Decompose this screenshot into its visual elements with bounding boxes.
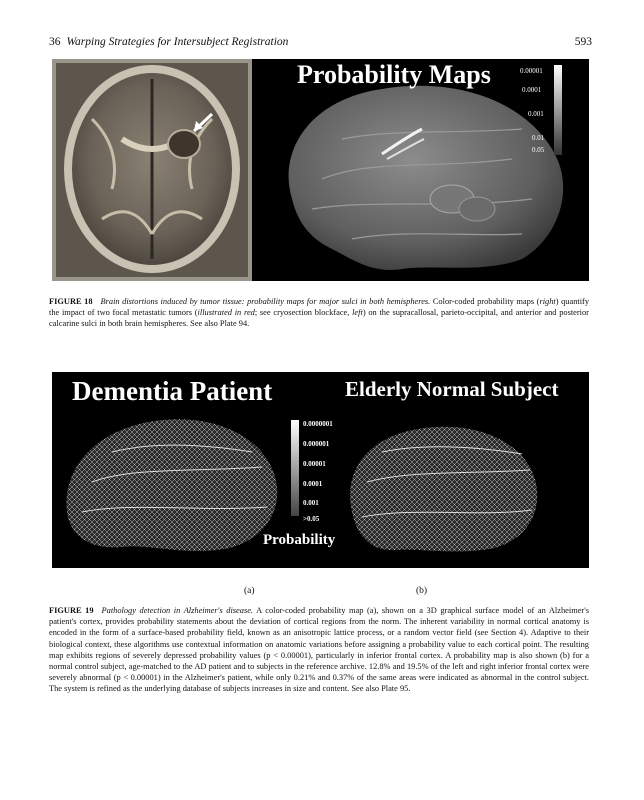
- caption-label: FIGURE 18: [49, 297, 93, 306]
- caption-text: ; see cryosection blockface,: [254, 308, 353, 318]
- scale-label: 0.000001: [303, 440, 330, 448]
- figure-18-overlay-title: Probability Maps: [297, 60, 491, 89]
- figure-19-graphic: [52, 372, 589, 568]
- chapter-header: [49, 36, 288, 48]
- scale-label: 0.05: [532, 146, 545, 154]
- figure-19-caption: [49, 605, 589, 695]
- caption-text: Color-coded probability maps (: [430, 297, 540, 306]
- caption-emphasis: left: [352, 308, 363, 318]
- figure-18-caption: [49, 296, 589, 330]
- figure-18-image: [52, 59, 589, 281]
- sublabel-b: (b): [416, 586, 428, 596]
- caption-text: ) quantify the impact of two focal metastatic tumors (: [49, 297, 590, 318]
- normal-brain-mesh: [350, 427, 537, 552]
- scale-title: Probability: [263, 532, 336, 548]
- caption-emphasis: right: [539, 297, 556, 306]
- caption-label: FIGURE 19: [49, 606, 94, 615]
- probability-brain-render: [289, 86, 564, 270]
- caption-text: A color-coded probability map (a), shown on a 3D graphical surface model of an Alzheimer's patient's cortex, provides probability statements about the deviation of cortical regions from the norm. The inherent variability in normal cortical anatomy is encoded in the form of a surface-based probability field, known as an anisotropic lattice process, or a random vector field (see Section 4). Adaptive to their biological context, these algorithms use contextual information on anatomic variations before assigning a probability value to each cortical point. The resulting map exhibits regions of severely depressed probability values (p < 0.00001), particularly in inferior frontal cortex. A probability map is also shown (b) for a normal control subject, age-matched to the AD patient and to subjects in the reference archive. 12.8% and 19.5% of the left and right inferior frontal cortex were severely abnormal (p < 0.00001) in the Alzheimer's patient, while only 0.21% and 0.37% of the same areas were indicated as abnormal in the control subject. The system is refined as the underlying database of subjects increases in size and content. See also Plate 95.: [49, 606, 589, 694]
- dementia-brain-mesh: [67, 419, 278, 551]
- figure-19-scale-bar: [291, 420, 333, 523]
- chapter-title: Warping Strategies for Intersubject Registration: [66, 36, 289, 48]
- scale-label: 0.01: [532, 134, 545, 142]
- normal-panel-title: Elderly Normal Subject: [345, 377, 559, 401]
- caption-emphasis: illustrated in red: [197, 308, 255, 318]
- caption-title: Pathology detection in Alzheimer's disease.: [101, 606, 254, 615]
- scale-label: 0.00001: [520, 67, 543, 75]
- scale-label: 0.0001: [522, 86, 542, 94]
- scale-label: 0.0000001: [303, 420, 333, 428]
- page-number: 593: [574, 36, 592, 48]
- cryosection-blockface: [52, 59, 252, 281]
- scale-label: >0.05: [303, 515, 320, 523]
- chapter-number: 36: [49, 36, 61, 48]
- caption-text: ) on the supracallosal, parieto-occipital, and anterior and posterior calcarine sulci in both brain hemispheres. See also Plate 94.: [49, 308, 589, 329]
- scale-label: 0.001: [528, 110, 544, 118]
- scale-label: 0.0001: [303, 480, 323, 488]
- caption-title: Brain distortions induced by tumor tissue: probability maps for major sulci in both hemispheres.: [100, 297, 431, 306]
- figure-18-graphic: [52, 59, 589, 281]
- running-header: [49, 36, 592, 50]
- scale-label: 0.00001: [303, 460, 326, 468]
- figure-19-image: [52, 372, 589, 568]
- sublabel-a: (a): [244, 586, 255, 596]
- dementia-panel-title: Dementia Patient: [72, 376, 273, 406]
- scale-label: 0.001: [303, 499, 319, 507]
